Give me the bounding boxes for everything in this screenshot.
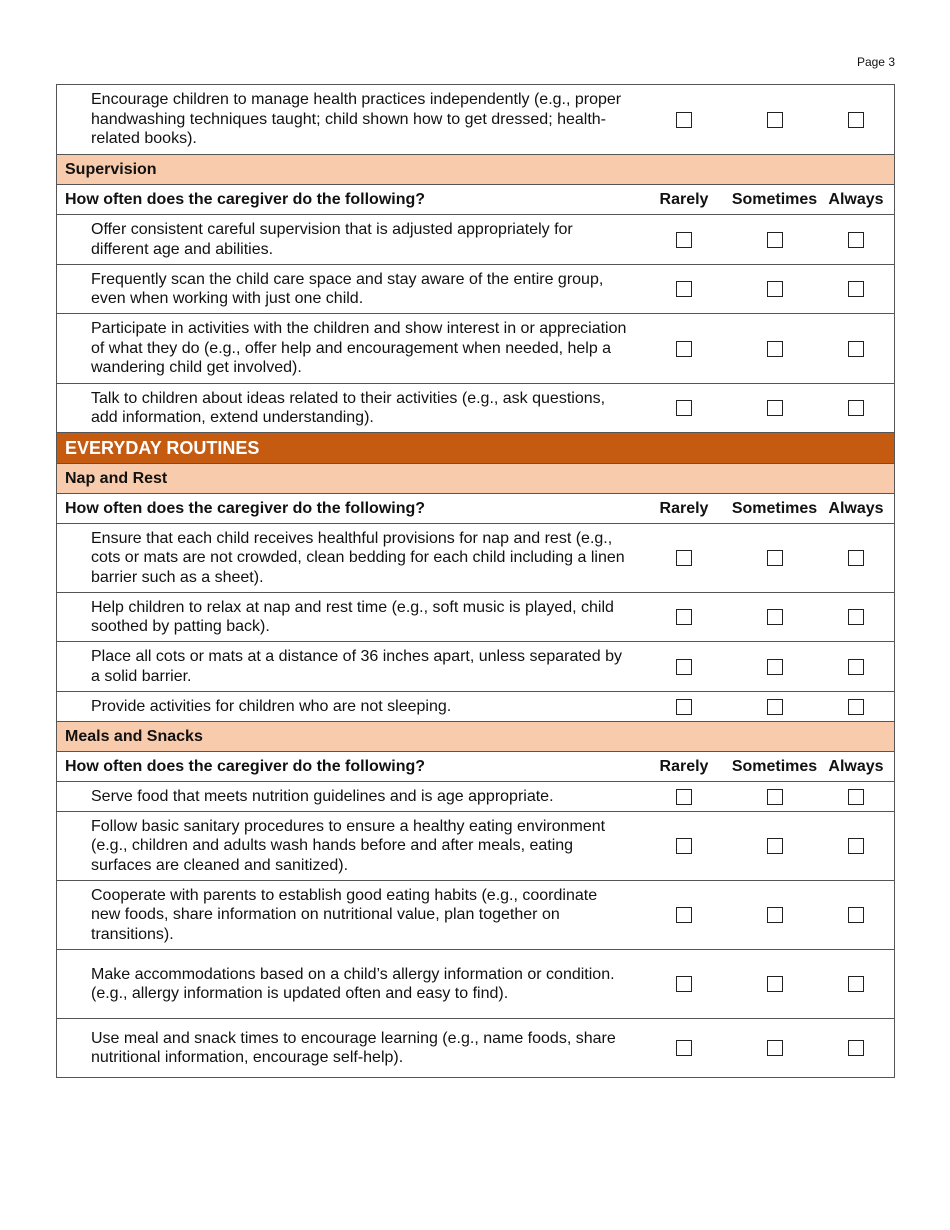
item-text: Ensure that each child receives healthful provisions for nap and rest (e.g., cots or mats are not crowded, clean bedding for each child including a linen barrier such as a sheet). bbox=[91, 529, 625, 586]
checklist-table bbox=[56, 84, 895, 1078]
always-checkbox[interactable] bbox=[848, 976, 864, 992]
always-checkbox[interactable] bbox=[848, 659, 864, 675]
sometimes-checkbox[interactable] bbox=[767, 112, 783, 128]
checklist-row bbox=[57, 642, 894, 692]
checklist-row bbox=[57, 314, 894, 384]
always-checkbox[interactable] bbox=[848, 341, 864, 357]
always-header: Always bbox=[828, 190, 884, 208]
rarely-checkbox[interactable] bbox=[676, 341, 692, 357]
question-header: How often does the caregiver do the following? bbox=[65, 757, 426, 775]
rarely-checkbox[interactable] bbox=[676, 1040, 692, 1056]
always-checkbox[interactable] bbox=[848, 907, 864, 923]
sometimes-checkbox[interactable] bbox=[767, 1040, 783, 1056]
subsection-header-meals-snacks: Meals and Snacks bbox=[57, 722, 894, 752]
sometimes-header: Sometimes bbox=[731, 499, 818, 517]
always-checkbox[interactable] bbox=[848, 112, 864, 128]
always-header: Always bbox=[828, 499, 884, 517]
sometimes-checkbox[interactable] bbox=[767, 550, 783, 566]
always-checkbox[interactable] bbox=[848, 699, 864, 715]
checklist-row bbox=[57, 782, 894, 812]
always-checkbox[interactable] bbox=[848, 789, 864, 805]
always-checkbox[interactable] bbox=[848, 232, 864, 248]
rarely-checkbox[interactable] bbox=[676, 659, 692, 675]
rarely-checkbox[interactable] bbox=[676, 112, 692, 128]
rarely-header: Rarely bbox=[659, 190, 709, 208]
checklist-row bbox=[57, 692, 894, 722]
item-text: Participate in activities with the children and show interest in or appreciation of what they do (e.g., offer help and encouragement when needed, help a wandering child get involved). bbox=[91, 320, 627, 377]
always-checkbox[interactable] bbox=[848, 400, 864, 416]
rarely-checkbox[interactable] bbox=[676, 699, 692, 715]
sometimes-header: Sometimes bbox=[731, 757, 818, 775]
sometimes-checkbox[interactable] bbox=[767, 659, 783, 675]
item-text: Encourage children to manage health practices independently (e.g., proper handwashing techniques taught; child shown how to get dressed; health-related books). bbox=[91, 91, 622, 148]
item-text: Frequently scan the child care space and stay aware of the entire group, even when working with just one child. bbox=[91, 270, 604, 307]
sometimes-checkbox[interactable] bbox=[767, 341, 783, 357]
sometimes-checkbox[interactable] bbox=[767, 699, 783, 715]
item-text: Follow basic sanitary procedures to ensure a healthy eating environment (e.g., children and adults wash hands before and after meals, eating surfaces are cleaned and sanitized). bbox=[91, 817, 606, 874]
checklist-row bbox=[57, 812, 894, 881]
always-checkbox[interactable] bbox=[848, 550, 864, 566]
rarely-checkbox[interactable] bbox=[676, 400, 692, 416]
column-header-row bbox=[57, 185, 894, 215]
checklist-row bbox=[57, 384, 894, 433]
sometimes-header: Sometimes bbox=[731, 190, 818, 208]
item-text: Cooperate with parents to establish good eating habits (e.g., coordinate new foods, share information on nutritional value, plan together on transitions). bbox=[91, 886, 598, 943]
rarely-checkbox[interactable] bbox=[676, 232, 692, 248]
item-text: Offer consistent careful supervision that is adjusted appropriately for different age and abilities. bbox=[91, 221, 573, 258]
checklist-row bbox=[57, 85, 894, 155]
item-text: Use meal and snack times to encourage learning (e.g., name foods, share nutritional information, encourage self-help). bbox=[91, 1029, 616, 1066]
sometimes-checkbox[interactable] bbox=[767, 789, 783, 805]
subsection-header-supervision: Supervision bbox=[57, 155, 894, 185]
rarely-checkbox[interactable] bbox=[676, 907, 692, 923]
always-checkbox[interactable] bbox=[848, 1040, 864, 1056]
column-header-row bbox=[57, 752, 894, 782]
sometimes-checkbox[interactable] bbox=[767, 232, 783, 248]
checklist-row bbox=[57, 265, 894, 314]
always-header: Always bbox=[828, 757, 884, 775]
checklist-row bbox=[57, 950, 894, 1019]
rarely-checkbox[interactable] bbox=[676, 838, 692, 854]
sometimes-checkbox[interactable] bbox=[767, 400, 783, 416]
checklist-row bbox=[57, 881, 894, 950]
rarely-checkbox[interactable] bbox=[676, 609, 692, 625]
item-text: Talk to children about ideas related to their activities (e.g., ask questions, add information, extend understanding). bbox=[91, 389, 606, 426]
item-text: Help children to relax at nap and rest time (e.g., soft music is played, child soothed by patting back). bbox=[91, 598, 614, 635]
question-header: How often does the caregiver do the following? bbox=[65, 499, 426, 517]
rarely-header: Rarely bbox=[659, 499, 709, 517]
section-header-everyday-routines: EVERYDAY ROUTINES bbox=[57, 433, 894, 464]
checklist-row bbox=[57, 593, 894, 642]
rarely-checkbox[interactable] bbox=[676, 789, 692, 805]
always-checkbox[interactable] bbox=[848, 609, 864, 625]
rarely-checkbox[interactable] bbox=[676, 976, 692, 992]
rarely-checkbox[interactable] bbox=[676, 281, 692, 297]
page-number: Page 3 bbox=[856, 55, 895, 69]
item-text: Provide activities for children who are not sleeping. bbox=[91, 697, 452, 715]
checklist-row bbox=[57, 1019, 894, 1078]
sometimes-checkbox[interactable] bbox=[767, 281, 783, 297]
sometimes-checkbox[interactable] bbox=[767, 609, 783, 625]
always-checkbox[interactable] bbox=[848, 281, 864, 297]
item-text: Serve food that meets nutrition guidelines and is age appropriate. bbox=[91, 787, 554, 805]
question-header: How often does the caregiver do the following? bbox=[65, 190, 426, 208]
sometimes-checkbox[interactable] bbox=[767, 838, 783, 854]
column-header-row bbox=[57, 494, 894, 524]
subsection-header-nap-rest: Nap and Rest bbox=[57, 464, 894, 494]
checklist-row bbox=[57, 215, 894, 265]
always-checkbox[interactable] bbox=[848, 838, 864, 854]
rarely-checkbox[interactable] bbox=[676, 550, 692, 566]
item-text: Place all cots or mats at a distance of 36 inches apart, unless separated by a solid barrier. bbox=[91, 648, 622, 685]
checklist-row bbox=[57, 524, 894, 593]
sometimes-checkbox[interactable] bbox=[767, 907, 783, 923]
rarely-header: Rarely bbox=[659, 757, 709, 775]
item-text: Make accommodations based on a child’s allergy information or condition. (e.g., allergy information is updated often and easy to find). bbox=[91, 965, 615, 1002]
sometimes-checkbox[interactable] bbox=[767, 976, 783, 992]
